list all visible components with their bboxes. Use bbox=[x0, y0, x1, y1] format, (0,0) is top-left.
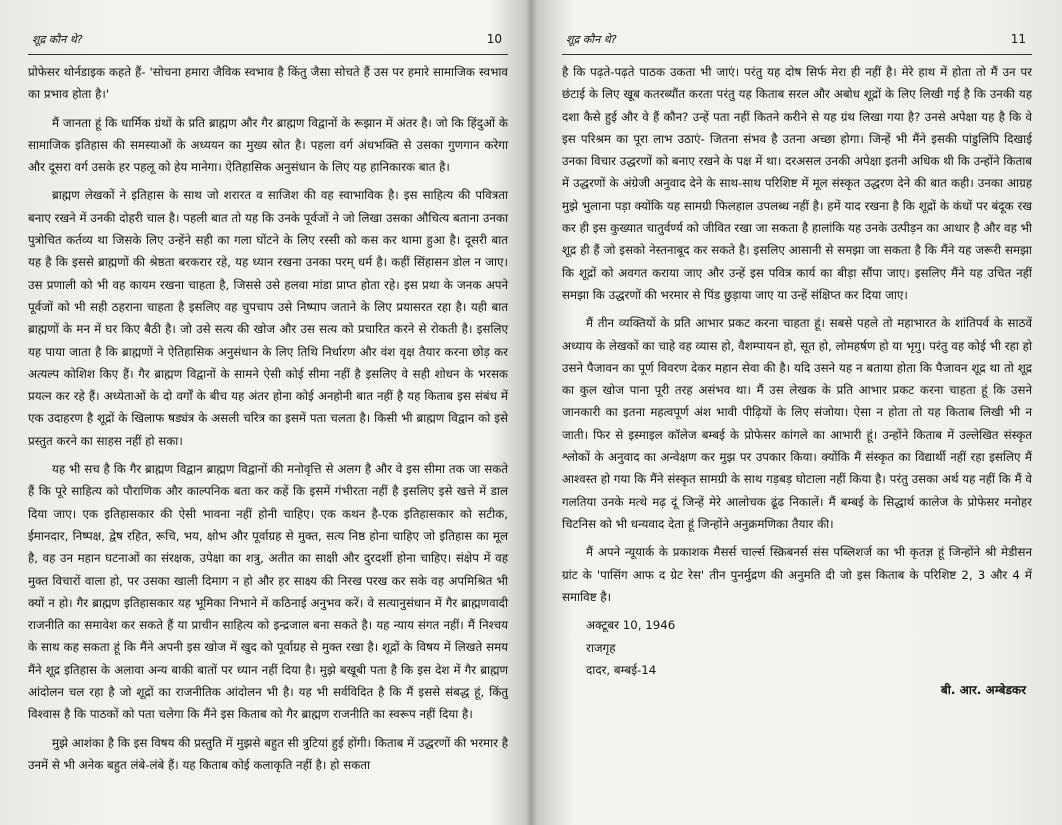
paragraph: है कि पढ़ते-पढ़ते पाठक उकता भी जाएं। परंतु यह दोष सिर्फ मेरा ही नहीं है। मेरे हाथ में होता तो मैं उन पर छंटाई के लिए खूब कतरब्यौंत करता परंतु यह किताब सरल और अबोध शूद्रों के लिए लिखी गई है कि उनकी यह दशा कैसे हुई और वे हैं कौन? उन्हें पता नहीं कितने करीने से यह ग्रंथ लिखा गया है? उनसे अपेक्षा यह है कि वे इस परिश्रम का पूरा लाभ उठाएं- जितना संभव है उतना अच्छा होगा। जिन्हें भी मैंने इसकी पांडुलिपि दिखाई उनका विचार उद्धरणों को बनाए रखने के पक्ष में था। दरअसल उनकी अपेक्षा इतनी अधिक थी कि उन्होंने किताब में उद्धरणों के अंग्रेजी अनुवाद देने के साथ-साथ परिशिष्ट में मूल संस्कृत उद्धरण देने की बात कही। उनका आग्रह मुझे भुलाना पड़ा क्योंकि यह सामग्री फिलहाल उपलब्ध नहीं है। हमें याद रखना है कि शूद्रों के कंधों पर बंदूक रख कर ही इस कुख्यात चातुर्वर्ण्य को जीवित रखा जा सकता है हालांकि यह उनके उत्पीड़न का आधार है और वह भी शूद्र ही हैं जो इसको नेस्तनाबूद कर सकते है। इसलिए आसानी से समझा जा सकता है कि मैंने यह जरूरी समझा कि शूद्रों को अवगत कराया जाए और उन्हें इस पवित्र कार्य का बीड़ा सौंपा जाए। इसलिए मैंने यह उचित नहीं समझा कि उद्धरणों की भरमार से पिंड छुड़ाया जाए या उन्हें संक्षिप्त कर दिया जाए। bbox=[562, 65, 1032, 302]
author-name: बी. आर. अम्बेडकर bbox=[940, 683, 1026, 697]
page-number: 11 bbox=[1010, 32, 1026, 46]
place-line: राजगृह bbox=[586, 640, 616, 655]
right-page bbox=[538, 0, 1062, 825]
paragraph: मैं जानता हूं कि धार्मिक ग्रंथों के प्रति ब्राह्मण और गैर ब्राह्मण विद्वानों के रूझान में अंतर है। जो कि हिंदुओं के सामाजिक इतिहास की समस्याओं के अध्ययन का मुख्य स्रोत है। पहला वर्ग अंधभक्ति से उसका गुणगान करेगा और दूसरा वर्ग उसके हर पहलू को हेय मानेगा। ऐतिहासिक अनुसंधान के लिए यह हानिकारक बात है। bbox=[28, 115, 508, 175]
running-title: शूद्र कौन थे? bbox=[566, 33, 617, 46]
left-page bbox=[0, 0, 528, 825]
paragraph: मैं तीन व्यक्तियों के प्रति आभार प्रकट करना चाहता हूं। सबसे पहले तो महाभारत के शांतिपर्व के साठवें अध्याय के लेखकों का चाहे वह व्यास हो, वैशम्पायन हो, सूत हो, लोमहर्षण हो या भृगु। परंतु वह कोई भी रहा हो उसने पैजावन का पूर्ण विवरण देकर महान सेवा की है। यदि उसने यह न बताया होता कि पैजावन शूद्र था तो शूद्र का कुल खोज पाना पूरी तरह असंभव था। मैं उस लेखक के प्रति आभार प्रकट करना चाहता हूं कि उसने जानकारी का इतना महत्वपूर्ण अंश भावी पीढ़ियों के लिए संजोया। ऐसा न होता तो यह किताब लिखी भी न जाती। फिर से इस्माइल कॉलेज बम्बई के प्रोफेसर कांगले का आभारी हूं। उन्होंने किताब में उल्लेखित संस्कृत श्लोकों के अनुवाद का अन्वेक्षण कर मुझ पर उपकार किया। क्योंकि मैं संस्कृत का विद्यार्थी नहीं रहा इसलिए मैं आश्वस्त हो गया कि मैंने संस्कृत सामग्री के साथ गड़बड़ घोटाला नहीं किया है। परंतु उसका अर्थ यह नहीं कि मैं वे गलतिया उनके मत्थे मढ़ दूं जिन्हें मेरे आलोचक ढूंढ निकालें। मैं बम्बई के सिद्धार्थ कालेज के प्रोफेसर मनोहर चिटनिस को भी धन्यवाद देता हूं जिन्होंने अनुक्रमणिका तैयार की। bbox=[562, 316, 1032, 531]
page-number: 10 bbox=[486, 32, 502, 46]
date-line: अक्टूबर 10, 1946 bbox=[586, 618, 676, 633]
signature-block bbox=[562, 614, 1032, 681]
paragraph: प्रोफेसर थोर्नडाइक कहते हैं- 'सोचना हमारा जैविक स्वभाव है किंतु जैसा सोचते हैं उस पर हमारे सामाजिक स्वभाव का प्रभाव होता है।' bbox=[28, 65, 508, 102]
paragraph: मुझे आशंका है कि इस विषय की प्रस्तुति में मुझसे बहुत सी त्रुटियां हुई होंगी। किताब में उद्धरणों की भरमार है उनमें से भी अनेक बहुत लंबे-लंबे हैं। यह किताब कोई कलाकृति नहीं है। हो सकता bbox=[28, 735, 508, 772]
running-title: शूद्र कौन थे? bbox=[32, 33, 83, 46]
paragraph: मैं अपने न्यूयार्क के प्रकाशक मैसर्स चार्ल्स स्क्रिबनर्स संस पब्लिशर्ज का भी कृतज्ञ हूं जिन्होंने श्री मेडीसन ग्रांट के 'पासिंग आफ द ग्रेट रेस' तीन पुनर्मुद्रण की अनुमति दी जो इस किताब के परिशिष्ट 2, 3 और 4 में समाविष्ट है। bbox=[562, 545, 1032, 604]
address-line: दादर, बम्बई-14 bbox=[586, 662, 657, 677]
paragraph: ब्राह्मण लेखकों ने इतिहास के साथ जो शरारत व साजिश की वह स्वाभाविक है। इस साहित्य की पवित्रता बनाए रखने में उनकी दोहरी चाल है। पहली बात तो यह कि उनके पूर्वजों ने जो लिखा उसका औचित्य बताना उनका पुत्रोचित कर्तव्य था जिसके लिए उन्हेंने सही का गला घोंटने के लिए रस्सी को कस कर थामा हुआ है। दूसरी बात यह है कि इससे ब्राह्मणों की श्रेष्ठता बरकरार रहे, यह ध्यान रखना उनका परम् धर्म है। कहीं सिंहासन डोल न जाए। उस प्रणाली को भी वह कायम रखना चाहता है, जिससे उसे हलवा मांडा प्राप्त होता रहे। इस प्रथा के जनक अपने पूर्वजों को भी सही ठहराना चाहता है इसलिए वह चुपचाप उसे निष्पाप जताने के लिए प्रयासरत रहा है। यही बात ब्राह्मणों के मन में घर किए बैठी है। जो उसे सत्य की खोज और उस सत्य को प्रचारित करने से रोकती है। इसलिए यह पाया जाता है कि ब्राह्मणों ने ऐतिहासिक अनुसंधान के लिए तिथि निर्धारण और वंश वृक्ष तैयार करना छोड़ कर अत्यल्प कोशिश किए हैं। गैर ब्राह्मण विद्वानों के सामने ऐसी कोई सीमा नहीं है इसलिए वे सही शोधन के भरसक प्रयत्न कर रहे हैं। अध्येताओं के दो वर्गों के बीच यह अंतर होना कोई अनहोनी बात नहीं है यह किताब इस संबंध में एक उदाहरण है शूद्रों के खिलाफ षड्यंत्र के असली चरित्र का इसमें पता चलता है। किसी भी ब्राह्मण विद्वान को इसे प्रस्तुत करने का साहस नहीं हो सका। bbox=[28, 188, 508, 448]
left-page-header bbox=[28, 30, 508, 55]
right-page-header bbox=[562, 30, 1032, 55]
paragraph: यह भी सच है कि गैर ब्राह्मण विद्वान ब्राह्मण विद्वानों की मनोवृत्ति से अलग है और वे इस सीमा तक जा सकते हैं कि पूरे साहित्य को पौराणिक और काल्पनिक बता कर कहें कि इसमें गंभीरता नहीं है इसलिए इसे खत्ते में डाल दिया जाए। एक इतिहासकार की ऐसी भावना नहीं होनी चाहिए। एक कथन है-एक इतिहासकार को सटीक, ईमानदार, निष्पक्ष, द्वेष रहित, रूचि, भय, क्षोभ और पूर्वाग्रह से मुक्त, सत्य निष्ठ होना चाहिए जो इतिहास का मूल है, वह उन महान घटनाओं का संरक्षक, उपेक्षा का शत्रु, अतीत का साक्षी और दुरदर्शी होना चाहिए। संक्षेप में वह मुक्त विचारों वाला हो, पर उसका खाली दिमाग न हो और हर साक्ष्य की निरख परख कर सके वह अपमिश्रित भी क्यों न हो। गैर ब्राह्मण इतिहासकार यह भूमिका निभाने में कठिनाई अनुभव करें। वे सत्यानुसंधान में गैर ब्राह्मणवादी राजनीति का समावेश कर सकते हैं या प्राचीन साहित्य को इन्द्रजाल बना सकते है। यह न्याय संगत नहीं। मैं निश्चय के साथ कह सकता हूं कि मैंने अपनी इस खोज में खुद को पूर्वाग्रह से मुक्त रखा है। शूद्रों के विषय में लिखते समय मैंने शूद्र इतिहास के अलावा अन्य बाकी बातों पर ध्यान नहीं दिया है। मुझे बखूबी पता है कि इस देश में गैर ब्राह्मण आंदोलन चल रहा है जो शूद्रों का राजनीतिक आंदोलन भी है। यह भी सर्वविदित है कि मैं इससे संबद्ध हूं, किंतु विश्वास है कि पाठकों को पता चलेगा कि मैंने इस किताब को गैर ब्राह्मण राजनीति का स्वरूप नहीं दिया है। bbox=[28, 462, 508, 722]
